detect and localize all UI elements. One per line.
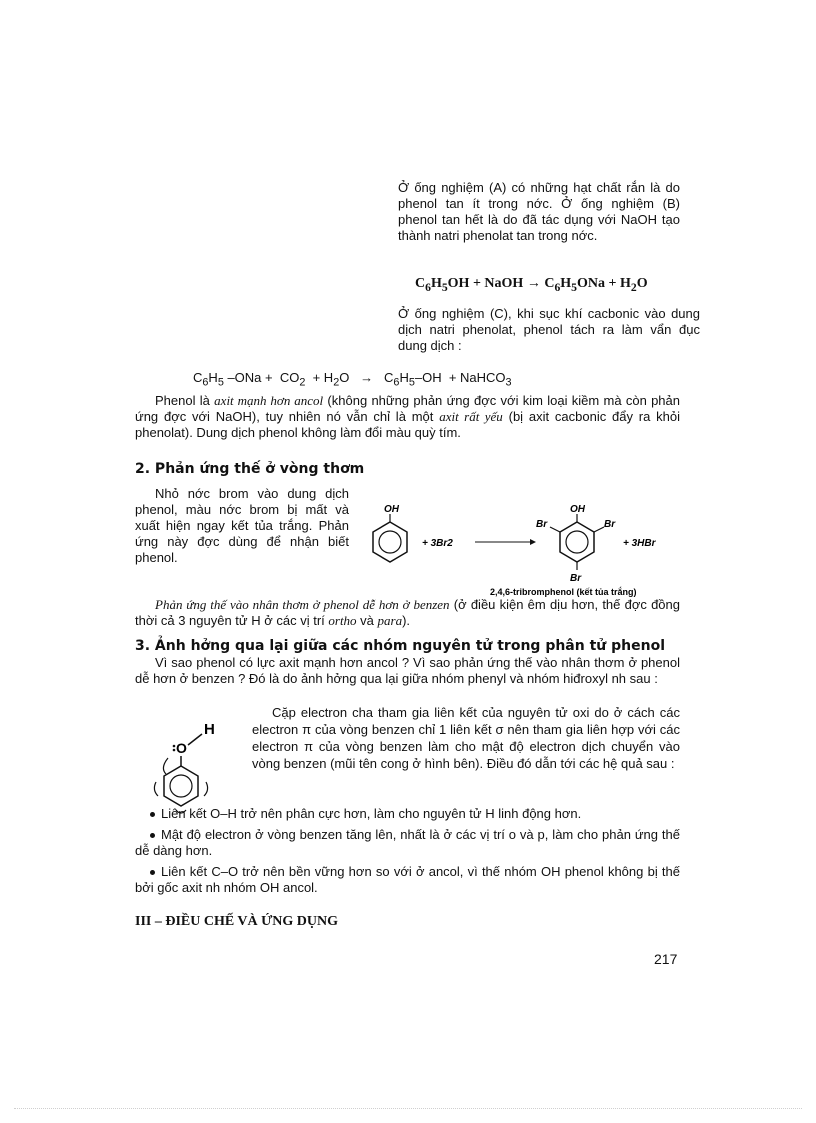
equation-co2: $C_6H_5$ $-ONa + CO_2 + H_2O \to C_6H_5-OH$ + NaHCO$_3$: [193, 370, 512, 389]
page-number: 217: [654, 951, 678, 967]
section-iii-heading: III – ĐIỀU CHẾ VÀ ỨNG DỤNG: [135, 914, 339, 929]
curved-arrow-icon: [163, 758, 168, 774]
phenol-structure: [373, 504, 407, 562]
br-label-ortho-left: Br: [536, 519, 548, 530]
substitution-note: Phản ứng thế vào nhân thơm ở phenol dễ hơn ở benzen (ở điều kiện êm dịu hơn, thế đợc đồng thời cả 3 nguyên tử H ở các vị trí ortho và para).: [135, 597, 680, 628]
br-label-ortho-right: Br: [604, 519, 616, 530]
curved-arrow-icon: [204, 782, 208, 796]
bullet-icon: [150, 870, 155, 875]
phenol-resonance-diagram: [148, 718, 238, 818]
section-2-heading: 2. Phản ứng thế ở vòng thơm: [135, 461, 365, 477]
reaction-arrow-icon: [475, 539, 536, 545]
hydrogen-label: H: [204, 721, 215, 738]
product-caption: 2,4,6-tribromphenol (kết tủa trắng): [490, 587, 637, 597]
section-3-heading: 3. Ảnh hởng qua lại giữa các nhóm nguyên tử trong phân tử phenol: [135, 638, 665, 654]
br-label-para: Br: [570, 573, 582, 584]
acid-paragraph: Phenol là axit mạnh hơn ancol (không những phản ứng đợc với kim loại kiềm mà còn phản ứng đợc với NaOH), tuy nhiên nó vẫn chỉ là một axit rất yếu (bị axit cacbonic đẩy ra khỏi phenolat). Dung dịch phenol không làm đổi màu quỳ tím.: [135, 393, 680, 440]
equation-phenol-naoh: $C_6H_5OH$ + NaOH → $C_6H_5ONa + H_2O$: [415, 276, 648, 294]
intro-paragraph-1: Ở ống nghiệm (A) có những hạt chất rắn là do phenol tan ít trong nớc. Ở ống nghiệm (B) phenol tan hết là do đã tác dụng với NaOH tạo thành natri phenolat tan trong nớc.: [398, 180, 680, 243]
intro-paragraph-2: Ở ống nghiệm (C), khi sục khí cacbonic vào dung dịch natri phenolat, phenol tách ra làm vẩn đục dung dịch :: [398, 306, 700, 353]
consequence-bullet-2: Mật độ electron ở vòng benzen tăng lên, nhất là ở các vị trí o và p, làm cho phản ứng thế dễ dàng hơn.: [135, 827, 680, 858]
plus-br2-label: + 3Br2: [422, 538, 453, 549]
curved-arrow-icon: [154, 782, 158, 796]
section-3-intro: Vì sao phenol có lực axit mạnh hơn ancol ? Vì sao phản ứng thế vào nhân thơm ở phenol dễ hơn ở benzen ? Đó là do ảnh hởng qua lại giữa nhóm phenyl và nhóm hiđroxyl nh sau :: [135, 655, 680, 686]
section-3-explanation: Cặp electron cha tham gia liên kết của nguyên tử oxi do ở cách các electron π của vòng benzen chỉ 1 liên kết σ nên tham gia liên hợp với các electron π của vòng benzen làm cho mật độ electron dịch chuyển vào vòng benzen (mũi tên cong ở hình bên). Điều đó dẫn tới các hệ quả sau :: [252, 705, 680, 771]
bullet-icon: [150, 812, 155, 817]
bullet-icon: [150, 833, 155, 838]
consequence-bullet-1: Liên kết O–H trở nên phân cực hơn, làm cho nguyên tử H linh động hơn.: [150, 806, 680, 822]
oxygen-label: O: [176, 740, 187, 756]
consequence-bullet-3: Liên kết C–O trở nên bền vững hơn so với ở ancol, vì thế nhóm OH phenol không bị thế bởi gốc axit nh nhóm OH ancol.: [135, 864, 680, 895]
bromination-text: Nhỏ nớc brom vào dung dịch phenol, màu nớc brom bị mất và xuất hiện ngay kết tủa trắng. Phản ứng này đợc dùng để nhận biết phenol.: [135, 486, 349, 565]
bromination-reaction-diagram: [370, 500, 680, 600]
plus-hbr-label: + 3HBr: [623, 538, 656, 549]
oh-label-product: OH: [570, 504, 585, 515]
footer-divider: [14, 1108, 802, 1109]
tribromophenol-structure: [536, 504, 616, 584]
oh-label-reactant: OH: [384, 504, 399, 515]
